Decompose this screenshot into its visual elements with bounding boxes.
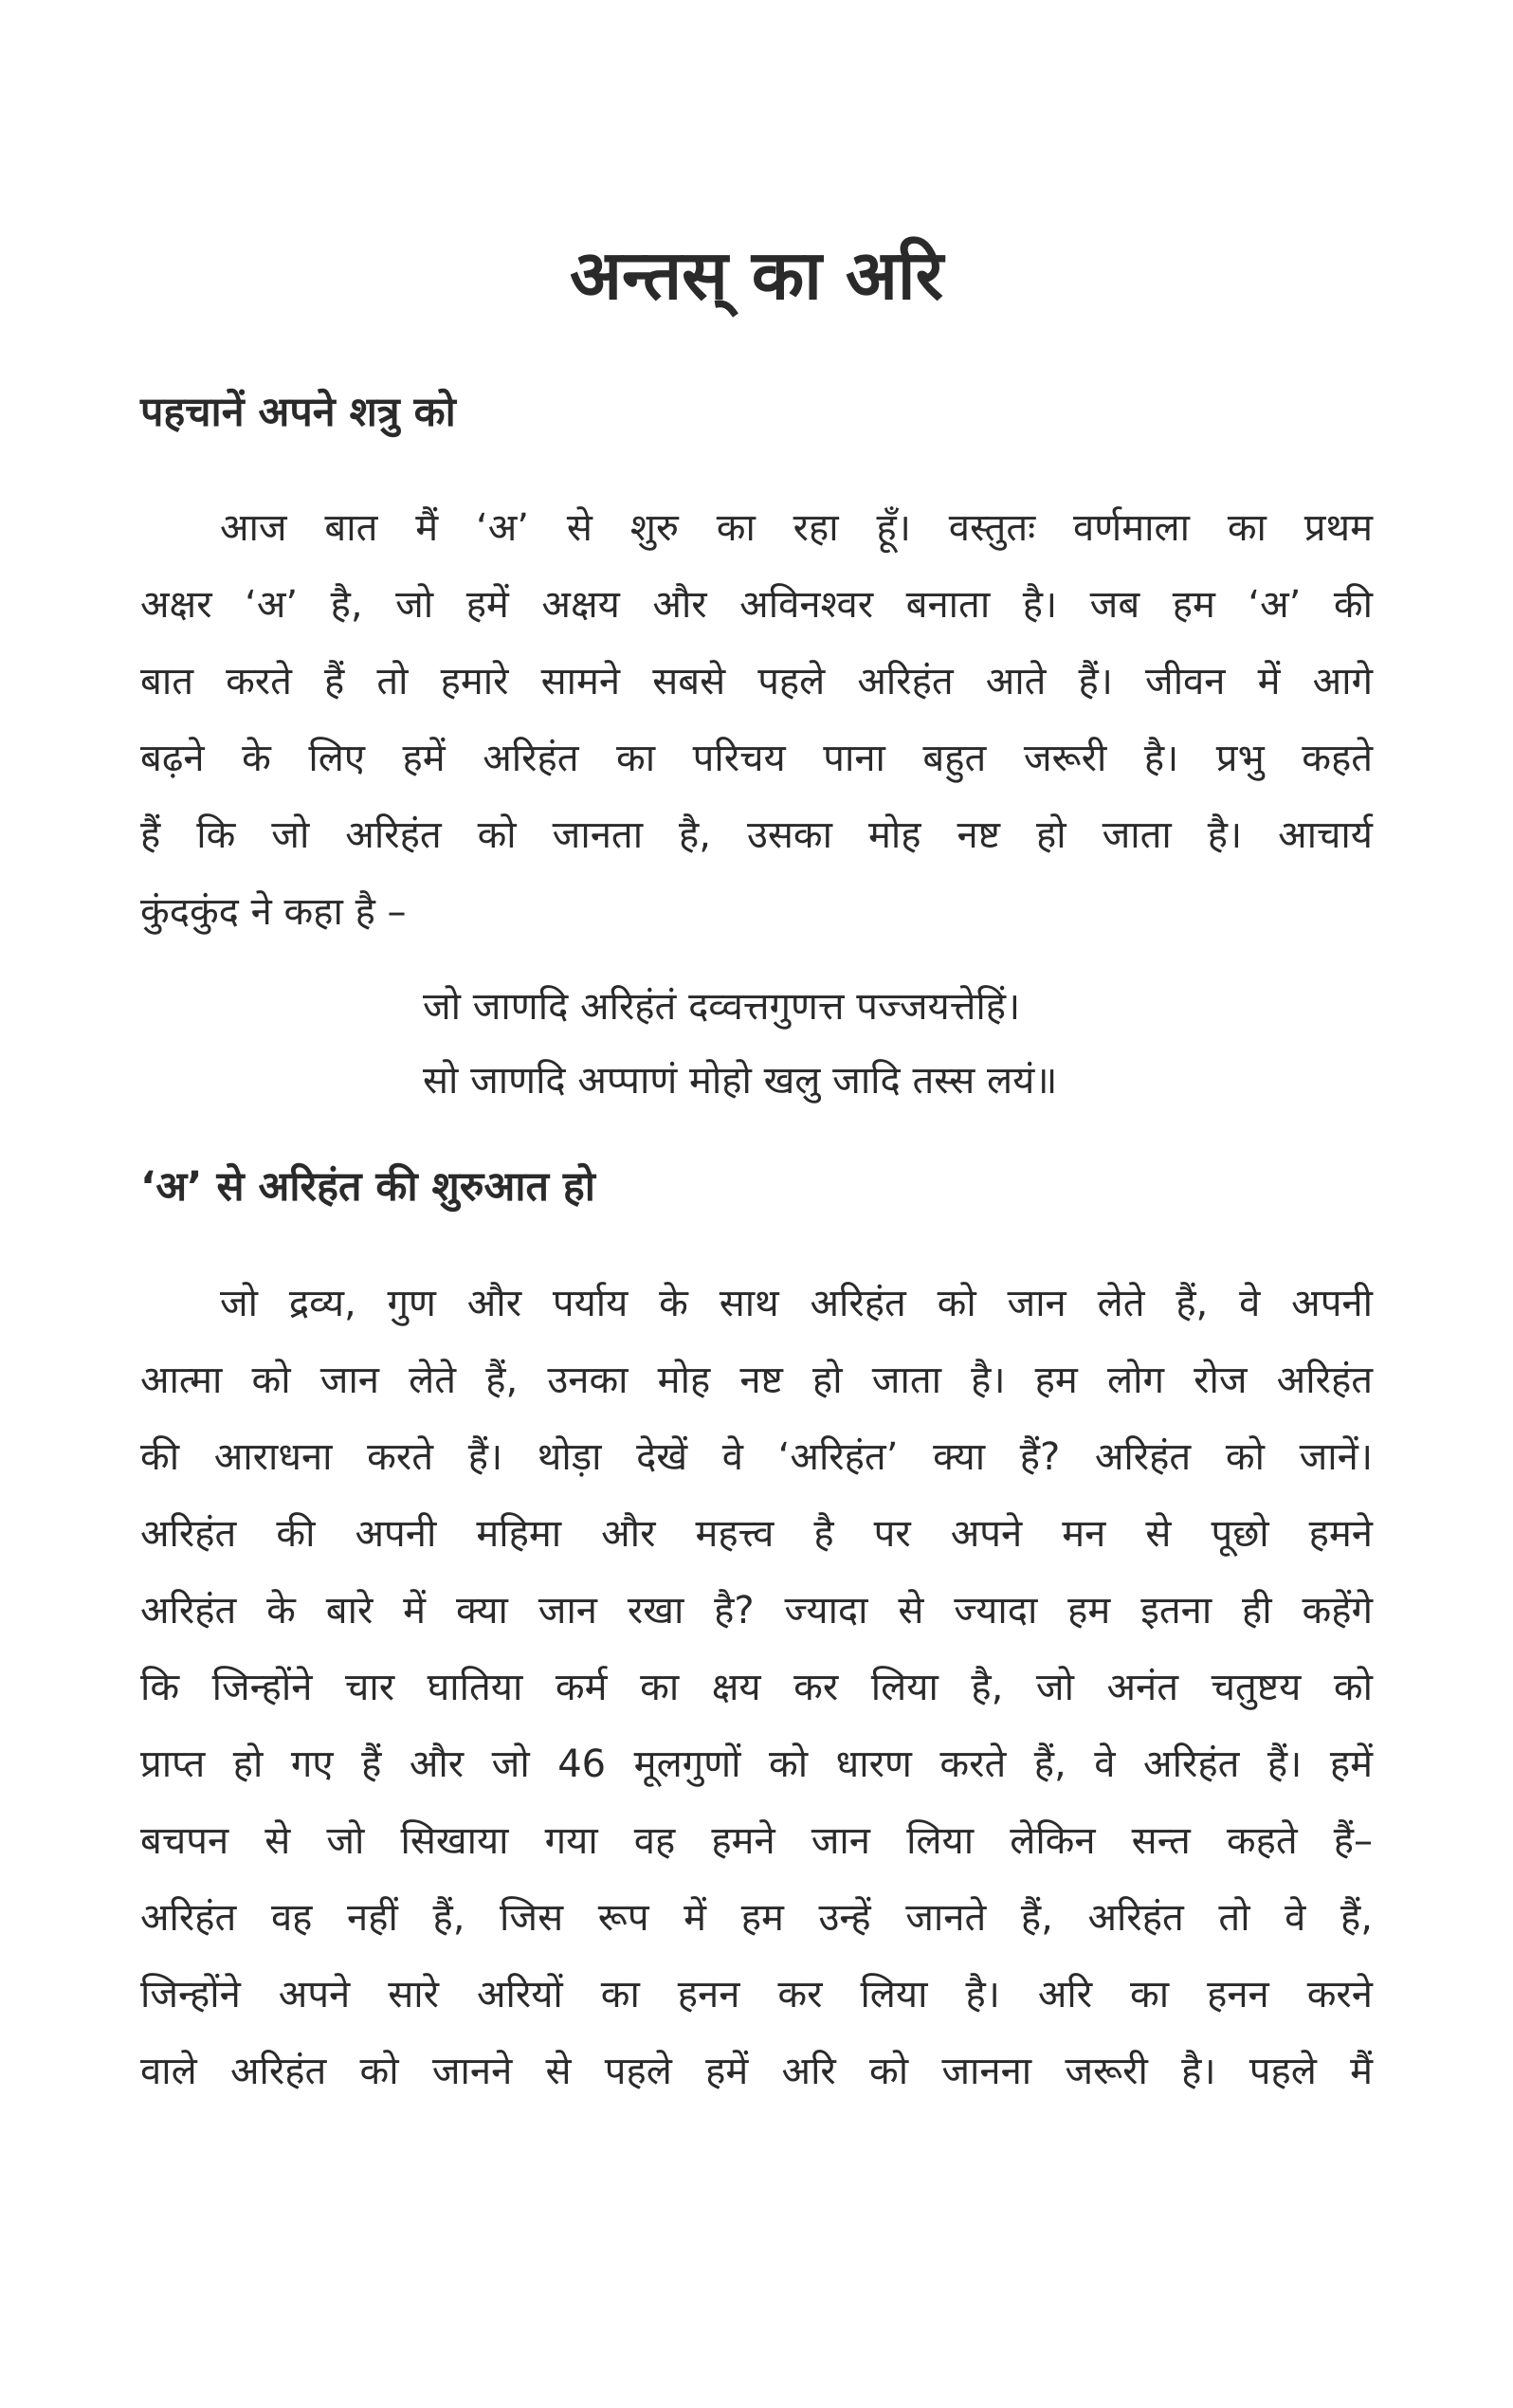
paragraph-line: आज बात मैं ‘अ’ से शुरु का रहा हूँ। वस्तुतः वर्णमाला का प्रथम — [220, 506, 1373, 550]
paragraph-line: अरिहंत की अपनी महिमा और महत्त्व है पर अपने मन से पूछो हमने — [140, 1512, 1373, 1556]
section-heading-1: पहचानें अपने शत्रु को — [140, 389, 456, 436]
paragraph-line: बचपन से जो सिखाया गया वह हमने जान लिया लेकिन सन्त कहते हैं– — [140, 1819, 1373, 1863]
chapter-title: अन्तस् का अरि — [569, 235, 944, 315]
section-1-paragraph — [140, 490, 1373, 951]
paragraph-line: की आराधना करते हैं। थोड़ा देखें वे ‘अरिहंत’ क्या हैं? अरिहंत को जानें। — [140, 1435, 1373, 1479]
verse-line: सो जाणदि अप्पाणं मोहो खलु जादि तस्स लयं॥ — [423, 1059, 1058, 1103]
paragraph-line: हैं कि जो अरिहंत को जानता है, उसका मोह नष्ट हो जाता है। आचार्य — [140, 813, 1373, 857]
paragraph-line: बात करते हैं तो हमारे सामने सबसे पहले अरिहंत आते हैं। जीवन में आगे — [140, 660, 1373, 703]
paragraph-line: अरिहंत के बारे में क्या जान रखा है? ज्यादा से ज्यादा हम इतना ही कहेंगे — [140, 1589, 1373, 1633]
paragraph-line: कि जिन्होंने चार घातिया कर्म का क्षय कर लिया है, जो अनंत चतुष्टय को — [140, 1666, 1373, 1709]
verse-block — [423, 970, 1371, 1118]
paragraph-line: बढ़ने के लिए हमें अरिहंत का परिचय पाना बहुत जरूरी है। प्रभु कहते — [140, 737, 1373, 780]
paragraph-line: अक्षर ‘अ’ है, जो हमें अक्षय और अविनश्वर बनाता है। जब हम ‘अ’ की — [140, 583, 1373, 627]
section-2-paragraph — [140, 1266, 1373, 2110]
paragraph-line: आत्मा को जान लेते हैं, उनका मोह नष्ट हो जाता है। हम लोग रोज अरिहंत — [140, 1359, 1373, 1402]
paragraph-line: जो द्रव्य, गुण और पर्याय के साथ अरिहंत को जान लेते हैं, वे अपनी — [220, 1282, 1373, 1325]
section-heading-2: ‘अ’ से अरिहंत की शुरुआत हो — [140, 1163, 595, 1211]
paragraph-line: अरिहंत वह नहीं हैं, जिस रूप में हम उन्हें जानते हैं, अरिहंत तो वे हैं, — [140, 1896, 1373, 1940]
verse-line: जो जाणदि अरिहंतं दव्वत्तगुणत्त पज्जयत्तेहिं। — [423, 985, 1021, 1029]
paragraph-line: जिन्होंने अपने सारे अरियों का हनन कर लिया है। अरि का हनन करने — [140, 1973, 1373, 2016]
paragraph-line: वाले अरिहंत को जानने से पहले हमें अरि को जानना जरूरी है। पहले मैं — [140, 2050, 1373, 2093]
paragraph-line: कुंदकुंद ने कहा है – — [140, 890, 407, 934]
paragraph-line: प्राप्त हो गए हैं और जो 46 मूलगुणों को धारण करते हैं, वे अरिहंत हैं। हमें — [140, 1742, 1373, 1786]
